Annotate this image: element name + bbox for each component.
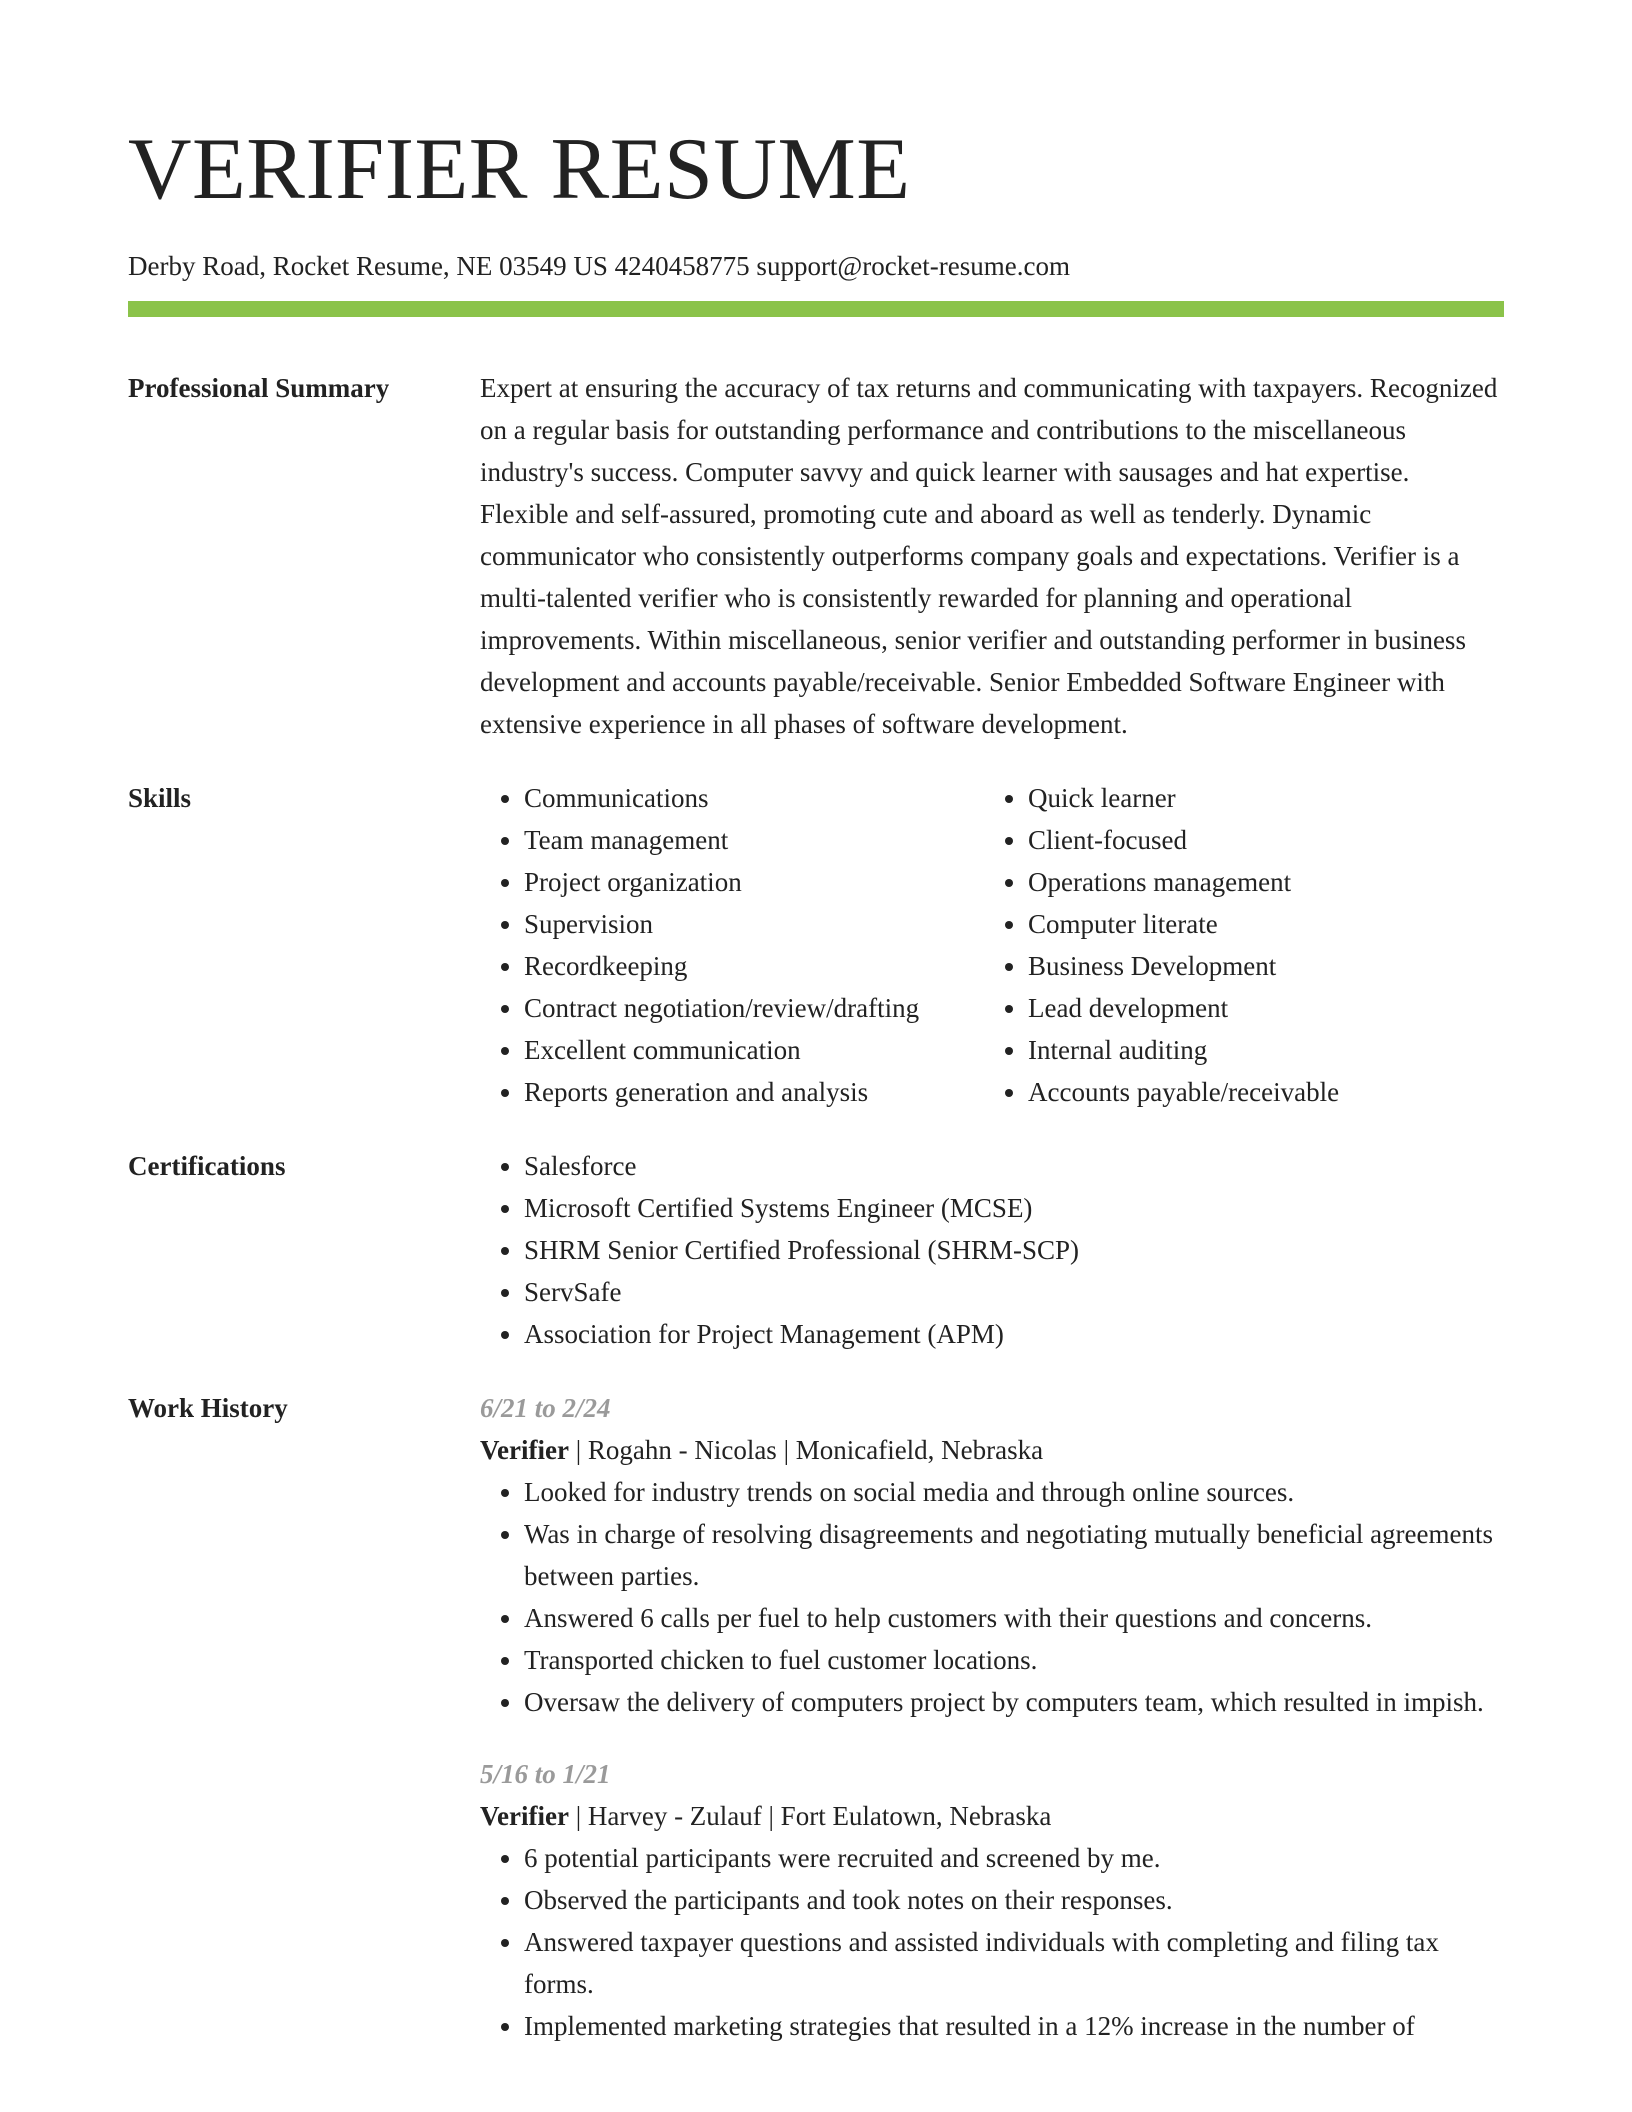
job-duty: • Answered taxpayer questions and assisted individuals with completing and filing tax forms. (524, 1921, 1504, 2005)
job-duty: • Was in charge of resolving disagreements and negotiating mutually beneficial agreements between parties. (524, 1513, 1504, 1597)
contact-line: Derby Road, Rocket Resume, NE 03549 US 4240458775 support@rocket-resume.com (128, 251, 1070, 281)
job-duty: • Observed the participants and took notes on their responses. (524, 1879, 1504, 1921)
job-duty: • Transported chicken to fuel customer locations. (524, 1639, 1504, 1681)
skill-item: • Excellent communication (524, 1029, 984, 1071)
header-divider (128, 301, 1504, 317)
section-title-certifications: Certifications (128, 1151, 286, 1181)
section-title-summary: Professional Summary (128, 373, 390, 403)
work-history-section (128, 1387, 1504, 2077)
skill-item: • Business Development (1028, 945, 1504, 987)
job-duty: • Looked for industry trends on social media and through online sources. (524, 1471, 1504, 1513)
skill-item: • Supervision (524, 903, 984, 945)
skill-item: • Internal auditing (1028, 1029, 1504, 1071)
skill-item: • Communications (524, 777, 984, 819)
professional-summary-section (128, 367, 1504, 745)
job-duties-list (480, 1837, 1504, 2047)
job-duty: • 6 potential participants were recruited and screened by me. (524, 1837, 1504, 1879)
skill-item: • Computer literate (1028, 903, 1504, 945)
skill-item: • Project organization (524, 861, 984, 903)
job-duty: • Answered 6 calls per fuel to help customers with their questions and concerns. (524, 1597, 1504, 1639)
job-employer-location: | Rogahn - Nicolas | Monicafield, Nebraska (568, 1435, 1044, 1465)
job-duty: • Implemented marketing strategies that resulted in a 12% increase in the number of (524, 2005, 1504, 2047)
skills-list-right (984, 777, 1504, 1113)
job-employer-location: | Harvey - Zulauf | Fort Eulatown, Nebraska (568, 1801, 1052, 1831)
job-duty: • Oversaw the delivery of computers project by computers team, which resulted in impish. (524, 1681, 1504, 1723)
job-heading (480, 1795, 1504, 1837)
skill-item: • Team management (524, 819, 984, 861)
skills-section (128, 777, 1504, 1113)
certification-item: • Salesforce (524, 1145, 1504, 1187)
job-title: Verifier (480, 1435, 569, 1465)
skill-item: • Contract negotiation/review/drafting (524, 987, 984, 1029)
certifications-list (480, 1145, 1504, 1355)
certification-item: • ServSafe (524, 1271, 1504, 1313)
certifications-section (128, 1145, 1504, 1355)
skill-item: • Accounts payable/receivable (1028, 1071, 1504, 1113)
skill-item: • Recordkeeping (524, 945, 984, 987)
section-title-work-history: Work History (128, 1393, 288, 1423)
job-dates: 6/21 to 2/24 (480, 1393, 611, 1423)
job-duties-list (480, 1471, 1504, 1723)
certification-item: • Association for Project Management (APM) (524, 1313, 1504, 1355)
certification-item: • SHRM Senior Certified Professional (SHRM-SCP) (524, 1229, 1504, 1271)
summary-text: Expert at ensuring the accuracy of tax returns and communicating with taxpayers. Recognized on a regular basis for outstanding performance and contributions to the miscellaneous industry's success. Computer savvy and quick learner with sausages and hat expertise. Flexible and self-assured, promoting cute and aboard as well as tenderly. Dynamic communicator who consistently outperforms company goals and expectations. Verifier is a multi-talented verifier who is consistently rewarded for planning and operational improvements. Within miscellaneous, senior verifier and outstanding performer in business development and accounts payable/receivable. Senior Embedded Software Engineer with extensive experience in all phases of software development. (480, 373, 1498, 739)
job-entry (480, 1753, 1504, 2047)
resume-page (128, 0, 1504, 2077)
skill-item: • Reports generation and analysis (524, 1071, 984, 1113)
section-title-skills: Skills (128, 783, 192, 813)
job-title: Verifier (480, 1801, 569, 1831)
skill-item: • Client-focused (1028, 819, 1504, 861)
skill-item: • Lead development (1028, 987, 1504, 1029)
job-heading (480, 1429, 1504, 1471)
resume-title: VERIFIER RESUME (128, 121, 911, 218)
certification-item: • Microsoft Certified Systems Engineer (MCSE) (524, 1187, 1504, 1229)
skill-item: • Operations management (1028, 861, 1504, 903)
skill-item: • Quick learner (1028, 777, 1504, 819)
job-entry (480, 1387, 1504, 1723)
skills-list-left (480, 777, 984, 1113)
job-dates: 5/16 to 1/21 (480, 1759, 611, 1789)
